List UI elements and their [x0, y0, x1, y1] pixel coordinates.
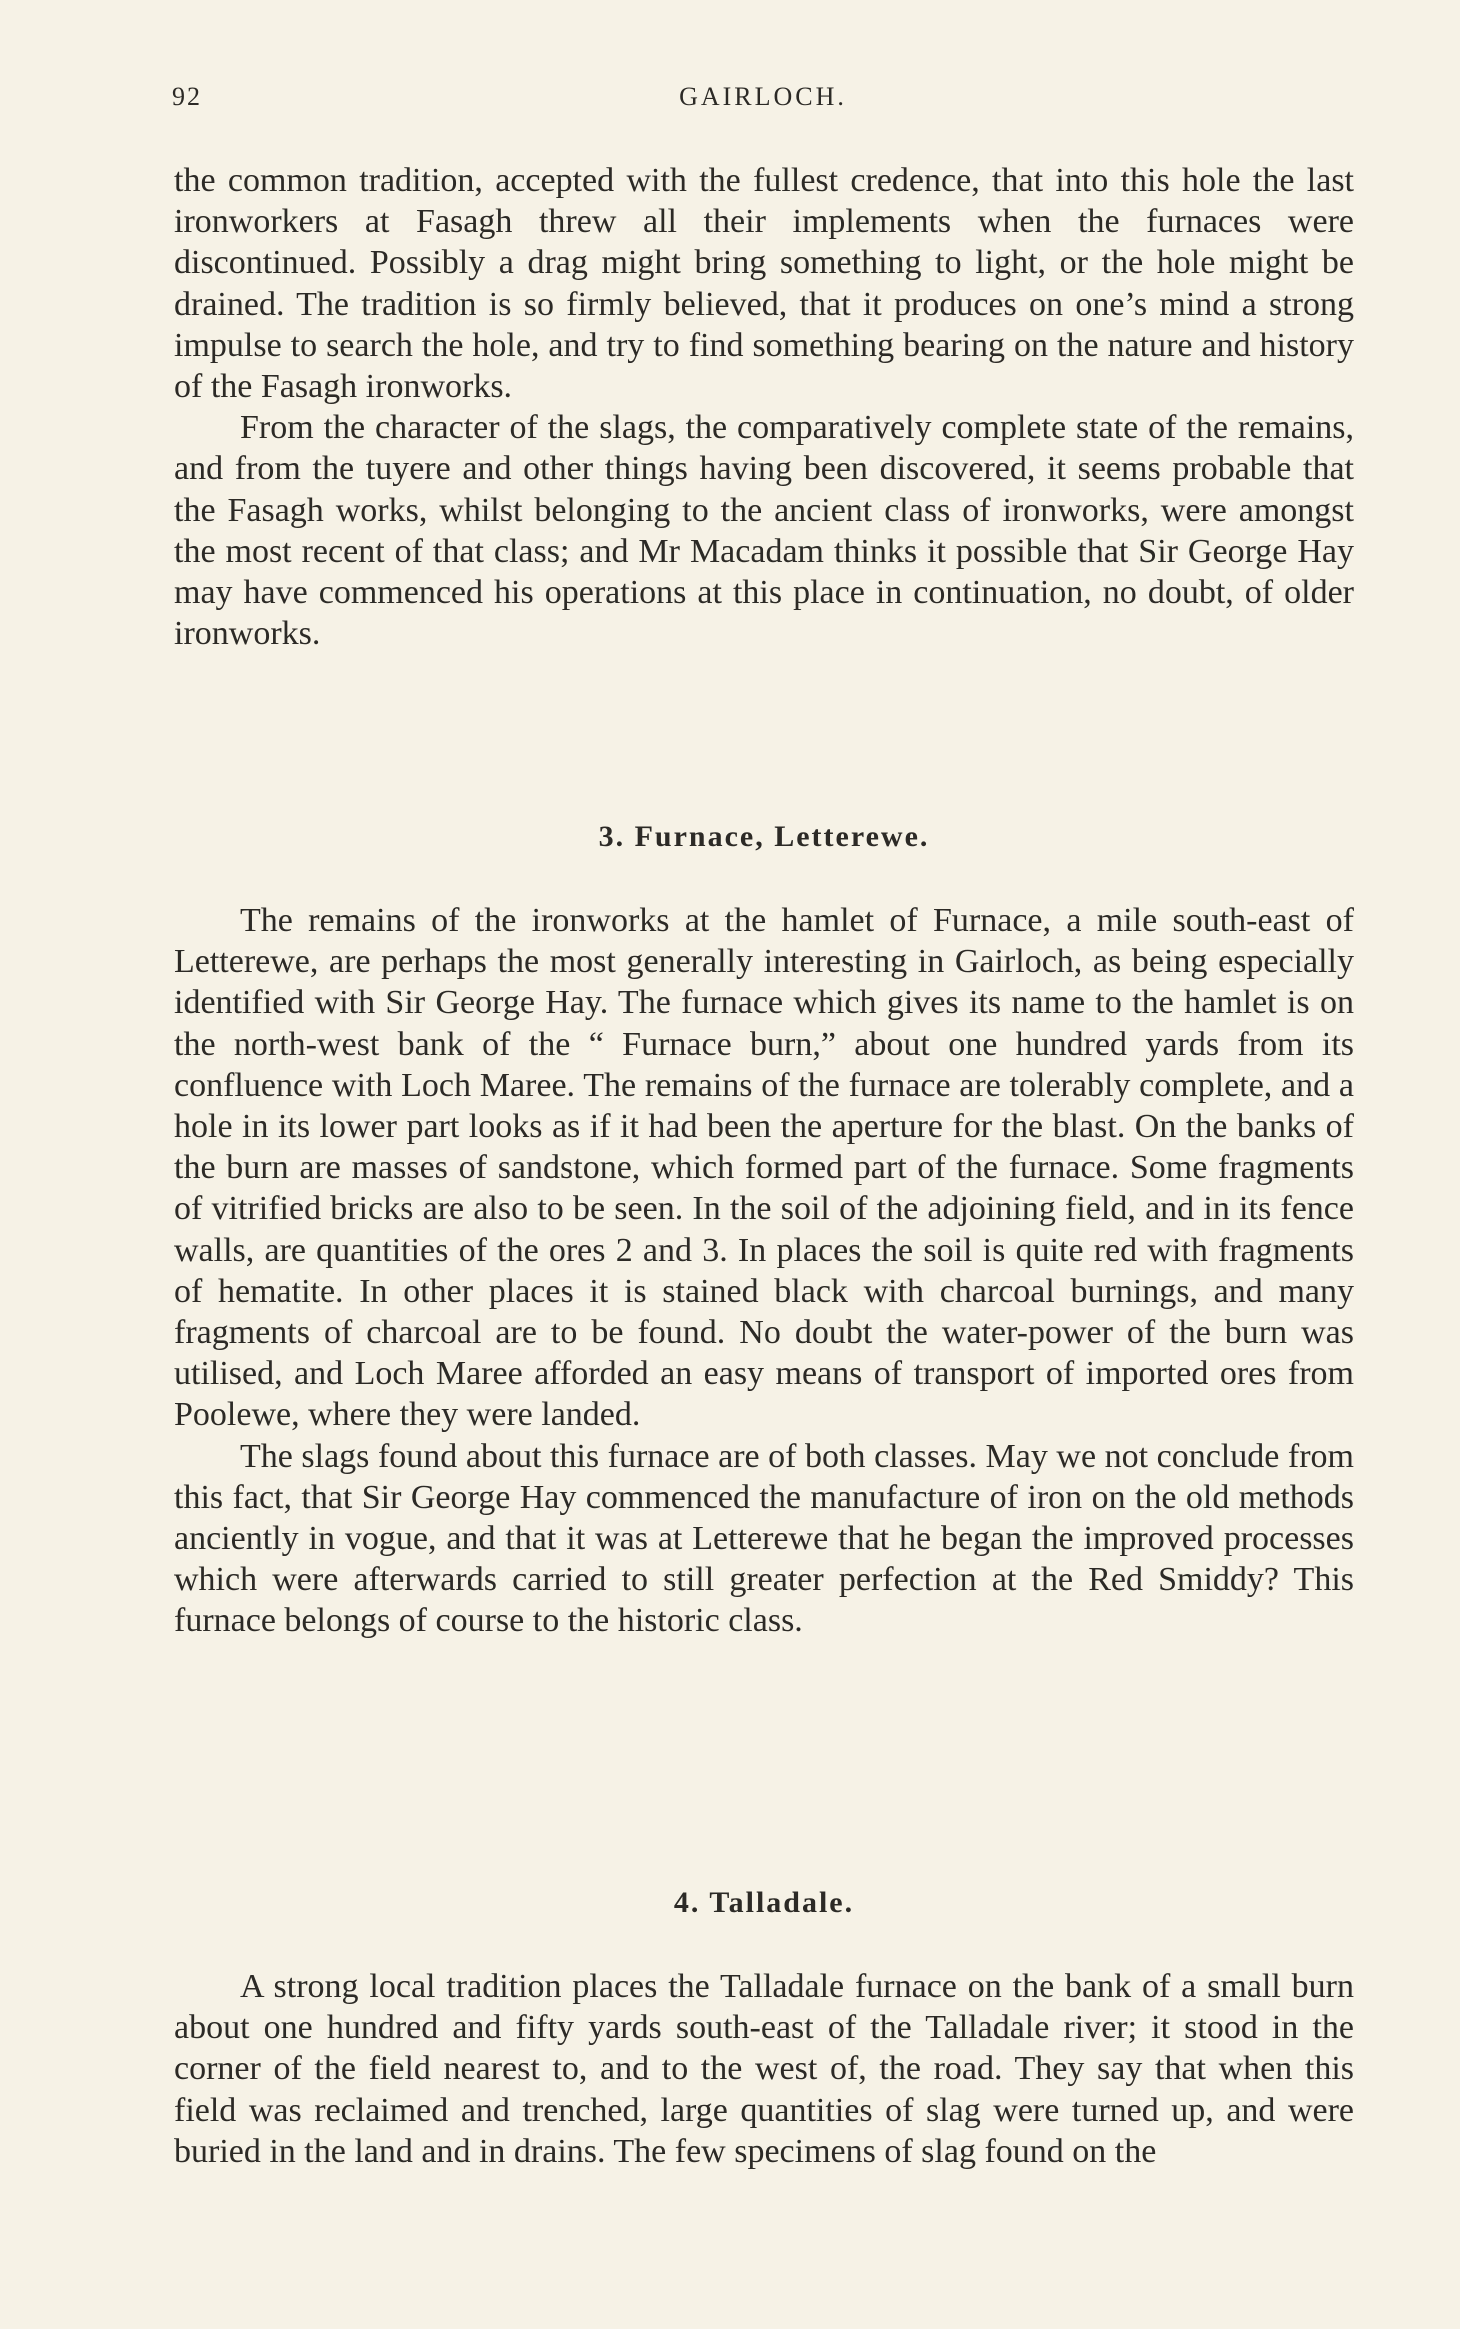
running-title: GAIRLOCH. [679, 82, 847, 111]
paragraph: The slags found about this furnace are of both classes. May we not conclude from this fact, that Sir George Hay commenced the manufacture of iron on the old methods anciently in vogue, and that it was at Letterewe that he began the improved processes which were afterwards carried to still greater perfection at the Red Smiddy? This furnace belongs of course to the historic class. [174, 1437, 1354, 1640]
section-continued-text [174, 160, 1354, 654]
running-head [172, 82, 1354, 122]
paragraph: From the character of the slags, the comparatively complete state of the remains, and from the tuyere and other things having been discovered, it seems probable that the Fasagh works, whilst belonging to the ancient class of ironworks, were amongst the most recent of that class; and Mr Macadam thinks it possible that Sir George Hay may have commenced his operations at this place in continuation, no doubt, of older ironworks. [174, 409, 1354, 653]
section-furnace-letterewe-text [174, 900, 1354, 1642]
page-number: 92 [172, 82, 202, 111]
paragraph: A strong local tradition places the Talladale furnace on the bank of a small burn about one hundred and fifty yards south-east of the Talladale river; it stood in the corner of the field nearest to, and to the west of, the road. They say that when this field was reclaimed and trenched, large quantities of slag were turned up, and were buried in the land and in drains. The few specimens of slag found on the [174, 1968, 1354, 2170]
section-heading-furnace-letterewe: 3. Furnace, Letterewe. [598, 820, 930, 853]
paragraph: The remains of the ironworks at the hamlet of Furnace, a mile south-east of Letterewe, are perhaps the most generally interesting in Gairloch, as being especially identified with Sir George Hay. The furnace which gives its name to the hamlet is on the north-west bank of the “ Furnace burn,” about one hundred yards from its confluence with Loch Maree. The remains of the furnace are tolerably complete, and a hole in its lower part looks as if it had been the aperture for the blast. On the banks of the burn are masses of sandstone, which formed part of the furnace. Some fragments of vitrified bricks are also to be seen. In the soil of the adjoining field, and in its fence walls, are quantities of the ores 2 and 3. In places the soil is quite red with fragments of hematite. In other places it is stained black with charcoal burnings, and many fragments of charcoal are to be found. No doubt the water-power of the burn was utilised, and Loch Maree afforded an easy means of transport of imported ores from Poolewe, where they were landed. [174, 902, 1354, 1434]
section-heading-talladale: 4. Talladale. [673, 1886, 855, 1919]
paragraph: the common tradition, accepted with the fullest credence, that into this hole the last ironworkers at Fasagh threw all their implements when the furnaces were discontinued. Possibly a drag might bring something to light, or the hole might be drained. The tradition is so firmly believed, that it produces on one’s mind a strong impulse to search the hole, and try to find something bearing on the nature and history of the Fasagh ironworks. [174, 162, 1354, 406]
section-talladale-text [174, 1966, 1354, 2172]
